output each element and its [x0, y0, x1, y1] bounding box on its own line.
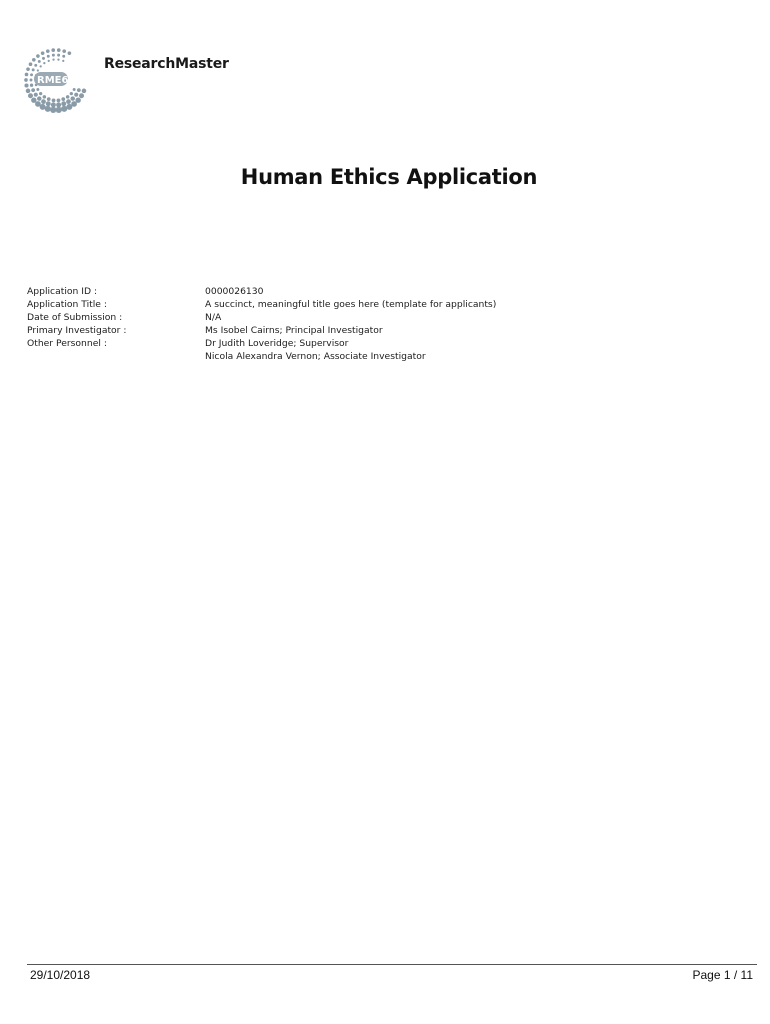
field-value: A succinct, meaningful title goes here (template for applicants) — [205, 299, 497, 310]
logo-dot — [57, 59, 59, 61]
field-value: 0000026130 — [205, 286, 264, 297]
logo-dot — [37, 69, 39, 71]
logo-dot — [32, 58, 36, 62]
logo-dot — [56, 102, 61, 107]
logo-dot — [66, 99, 71, 104]
logo-dot — [46, 101, 51, 106]
logo-dot — [52, 98, 56, 102]
logo-dot — [30, 73, 33, 76]
logo-dot — [34, 64, 37, 67]
logo-dot — [30, 79, 33, 82]
brand-name: ResearchMaster — [104, 56, 229, 72]
footer-divider — [27, 964, 757, 965]
field-label: Other Personnel : — [27, 338, 107, 349]
logo-dot — [73, 88, 76, 91]
logo-dot — [57, 98, 61, 102]
logo-dot — [62, 55, 65, 58]
logo-dot — [26, 89, 31, 94]
logo-dot — [68, 51, 72, 55]
logo-dot — [31, 98, 36, 103]
page-title: Human Ethics Application — [240, 165, 538, 189]
field-label: Application Title : — [27, 299, 107, 310]
field-label: Primary Investigator : — [27, 325, 127, 336]
logo-dot — [61, 106, 67, 112]
logo-dot — [52, 59, 54, 61]
logo-dot — [42, 57, 45, 60]
logo-dot — [66, 104, 72, 110]
logo-dot — [24, 83, 28, 87]
logo-dot — [47, 97, 51, 101]
logo-badge-text: RME6 — [37, 75, 69, 86]
logo-dot — [48, 60, 50, 62]
logo-dot — [24, 78, 28, 82]
logo-dot — [51, 102, 56, 107]
logo-dot — [36, 54, 40, 58]
logo-dot — [74, 93, 78, 97]
logo-dot — [31, 88, 35, 92]
logo-dot — [25, 73, 29, 77]
field-label: Application ID : — [27, 286, 98, 297]
logo-dot — [50, 107, 56, 113]
field-label: Date of Submission : — [27, 312, 123, 323]
logo-dot — [39, 92, 42, 95]
logo-dot — [26, 67, 30, 71]
logo-dot — [62, 49, 66, 53]
logo-dot — [38, 60, 41, 63]
logo-dot — [61, 101, 66, 106]
logo-dot — [43, 62, 45, 64]
field-row-other-personnel-continued — [27, 350, 585, 363]
logo-dot — [62, 60, 64, 62]
logo-dot — [41, 99, 46, 104]
logo-dot — [47, 55, 50, 58]
field-row-application-title — [27, 298, 585, 311]
field-value: Dr Judith Loveridge; Supervisor — [205, 338, 349, 349]
logo-dot — [30, 84, 33, 87]
field-value: N/A — [205, 312, 222, 323]
logo-dot-ring-icon — [20, 44, 110, 120]
logo-dot — [41, 51, 45, 55]
logo-dot — [43, 95, 47, 99]
logo-dot — [34, 93, 38, 97]
logo-dot — [56, 107, 62, 113]
logo-dot — [77, 88, 81, 92]
logo-dot — [28, 93, 33, 98]
logo-dot — [36, 88, 39, 91]
field-row-date-of-submission — [27, 311, 585, 324]
logo-dot — [61, 97, 65, 101]
logo-dot — [70, 92, 73, 95]
logo-dot — [35, 101, 41, 107]
application-details — [27, 285, 585, 363]
footer-date: 29/10/2018 — [30, 968, 91, 982]
page-number: Page 1 / 11 — [692, 968, 753, 982]
logo-dot — [70, 96, 75, 101]
logo-dot — [45, 106, 51, 112]
logo-dot — [51, 48, 55, 52]
researchmaster-logo — [20, 44, 110, 120]
logo-dot — [57, 48, 61, 52]
logo-dot — [52, 54, 55, 57]
logo-dot — [79, 93, 84, 98]
logo-dot — [66, 95, 70, 99]
field-label — [27, 350, 205, 363]
field-row-application-id — [27, 285, 585, 298]
field-value: Ms Isobel Cairns; Principal Investigator — [205, 325, 383, 336]
field-row-other-personnel — [27, 337, 585, 350]
logo-dot — [29, 62, 33, 66]
logo-dot — [75, 98, 80, 103]
logo-dot — [57, 54, 60, 57]
logo-dot — [82, 89, 87, 94]
logo-dot — [40, 65, 42, 67]
field-value: Nicola Alexandra Vernon; Associate Investigator — [205, 351, 426, 362]
field-row-primary-investigator — [27, 324, 585, 337]
logo-dot — [32, 68, 35, 71]
logo-dot — [46, 49, 50, 53]
logo-dot — [37, 96, 42, 101]
